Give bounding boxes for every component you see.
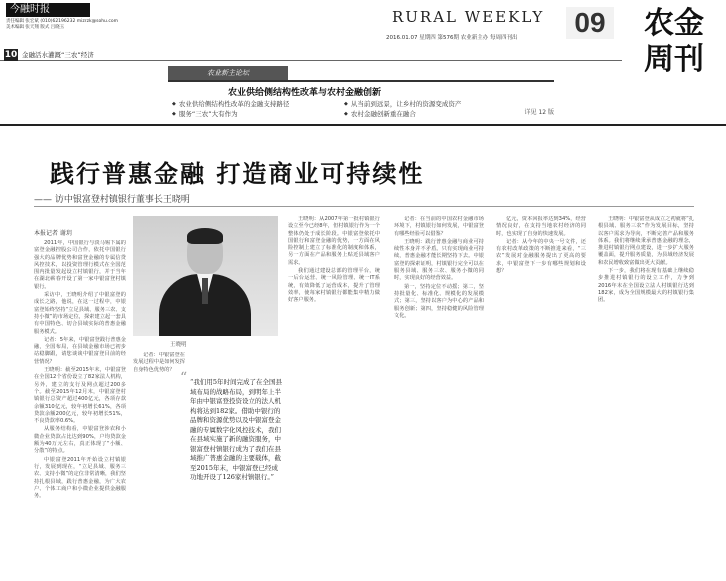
rural-weekly-label: RURAL WEEKLY [392,8,545,26]
paragraph: 2011年，中国银行与淡马锡下属的富登金融控股公司合作，依托中国银行强大的品牌优势和富登金融的专属信贷风控技术，以投资管理行模式在全国范围内批量发起设立村镇银行，并于当年在湖北蕲春开设了第一家中银富登村镇银行。 [34,240,126,290]
divider [34,206,694,207]
article-column-5 [496,216,586,570]
paragraph: 王晓明：中银富登从成立之初就将“扎根县域、服务三农”作为发展目标，坚持以客户需求为导向，不断完善产品和服务体系。我们将继续秉承普惠金融的理念，推进村镇银行网点建设，进一步扩大服务覆盖面，提升服务质量，为县域经济发展和农民增收致富做出更大贡献。 [598,216,694,266]
paragraph: 记者：5年来，中银富登践行普惠金融，全国布局，在县域金融市场已初步站稳脚跟，请您谈谈中银富登目前的经营情况？ [34,336,126,365]
paragraph: 王晓明：从2007年第一批村镇银行设立至今已经8年，但村镇银行作为一个整体仍处于成长阶段。中银富登依托中国银行和富登金融的优势，一方面在风险控制上建立了标准化的制度和体系，另一方面在产品和服务上贴近县域客户需求。 [288,216,380,266]
issue-number: 09 [566,7,614,39]
article-column-1 [34,240,126,570]
staff-line: 美术编辑 张天翔 版式 吕晓玉 [6,25,65,30]
paragraph: 从服务结构看，中银富登涉农和小微企业贷款占比达到90%，户均贷款金额为40万元左右，真正体现了“小额、分散”的特点。 [34,426,126,455]
teaser-item[interactable]: ◆ 服务“三农”大有作为 [172,109,238,118]
paragraph: 王晓明：截至2015年末，中银富登在全国12个省份设立了82家法人机构，另外，建立的支行及网点超过200多个。截至2015年12月末，中银富登村镇银行总资产超过400亿元，各项存款余额310亿元，较年初增长61%，各项贷款余额200亿元，较年初增长51%，不良贷款率0.6%。 [34,367,126,425]
section-name: 金融活水灌溉“三农”经济 [22,51,94,59]
teaser-item[interactable]: ◆ 农村金融创新重在融合 [344,109,416,118]
paragraph: 中银富登2011年开始设立村镇银行，发展到现在，“立足县域、服务三农、支持小微”的定位非常清晰，我们坚持扎根县域，践行普惠金融，为广大农户、个体工商户和小微企业提供金融服务。 [34,456,126,500]
section-bar [0,47,622,61]
page-number: 10 [4,50,18,60]
staff-line: 责任编辑 张宏斌 (010)62196232 mizrzk@sohu.com [6,19,118,24]
paragraph: 我们通过建设总部的管理平台，统一后台运营、统一风险管理、统一IT系统，有效降低了运营成本，提升了管理效率，使每家村镇银行都能集中精力做好客户服务。 [288,268,380,304]
paragraph: 亿元，资本回报率达到34%，经营情况良好，在支持当地农村经济的同时，也实现了自身的快速发展。 [496,216,586,237]
article-headline: 践行普惠金融 打造商业可持续性 [50,160,425,188]
date-line: 2016.01.07 星期四 第576期 农业新主办 每周四刊出 [386,35,518,41]
paragraph: 采访中，王晓明介绍了中银富登的成长之路，他说，在这一过程中，中银富登始终坚持“立足县域、服务三农、支持小微”的市场定位，探索建立起一套具有中国特色、切合县域实际的普惠金融服务模式。 [34,292,126,335]
paragraph: 第一，坚持定位不动摇；第二，坚持批量化、标准化、规模化的发展模式；第三，坚持以客户为中心的产品和服务创新；第四，坚持稳健的风险管理文化。 [394,283,484,319]
photo-caption: 王晓明 [170,342,187,348]
title-line-1: 农金 [644,6,704,41]
article-column-4 [394,216,484,570]
staff-credits [6,19,118,31]
paragraph: 记者：中银富登在发展过程中是如何发挥自身特色优势的？ [133,352,185,373]
forum-label: 农业新主论坛 [168,66,288,80]
divider [0,124,726,126]
teaser-item[interactable]: ◆ 农业供给侧结构性改革的金融支持路径 [172,99,289,108]
page-reference: 详见 12 版 [524,109,554,116]
paragraph: 记者：从今年的中央一号文件，还有农村改革政策的不断推进来看，“三农”发展对金融服务提出了更高的要求，中银富登下一步有哪些规划和设想？ [496,238,586,275]
paragraph: 王晓明：践行普惠金融与商业可持续性本身并不矛盾。只有实现商业可持续，普惠金融才能长期坚持下去。中银富登的探索证明，村镇银行完全可以在服务县域、服务三农、服务小微的同时，实现良好的经营效益。 [394,238,484,282]
photo-tie [202,278,208,304]
article-column-2 [133,352,185,570]
title-line-2: 周刊 [644,42,704,77]
article-column-6 [598,216,694,570]
portrait-photo [133,216,278,336]
supplement-title [622,0,726,100]
photo-hair [187,228,223,244]
teaser-headline[interactable]: 农业供给侧结构性改革与农村金融创新 [228,88,382,98]
paragraph: 记者：在当前的中国农村金融市场环境下，村镇银行如何发展，中银富登有哪些经验可以借鉴？ [394,216,484,237]
newspaper-logo: 今融时报 [6,3,90,17]
teaser-item[interactable]: ◆ 从当前到远景，让乡村的资源变成资产 [344,99,461,108]
article-subheadline: —— 访中银富登村镇银行董事长王晓明 [34,195,190,205]
byline: 本报记者 谢玥 [34,230,72,237]
pull-quote: “ “我们用5年时间完成了在全国县域布局的战略布局，到明年上半年由中银富登投资设立的法人机构将达到182家。借助中银行的品牌和资源优势以及中银富登金融的专属数字化风控技术，我们在县域实施了新的融资服务，中银富登村镇银行成为了我们在县域推广普惠金融的主要载体，截至2015年末，中银富登已经成功地开设了126家村镇银行。” [190,378,282,483]
teaser-box [168,80,554,118]
paragraph: 下一步，我们将在现有基础上继续稳步推进村镇银行的设立工作，力争到2016年末在全国设立法人村镇银行达到182家，成为全国规模最大的村镇银行集团。 [598,268,694,304]
article-column-3 [288,216,380,570]
